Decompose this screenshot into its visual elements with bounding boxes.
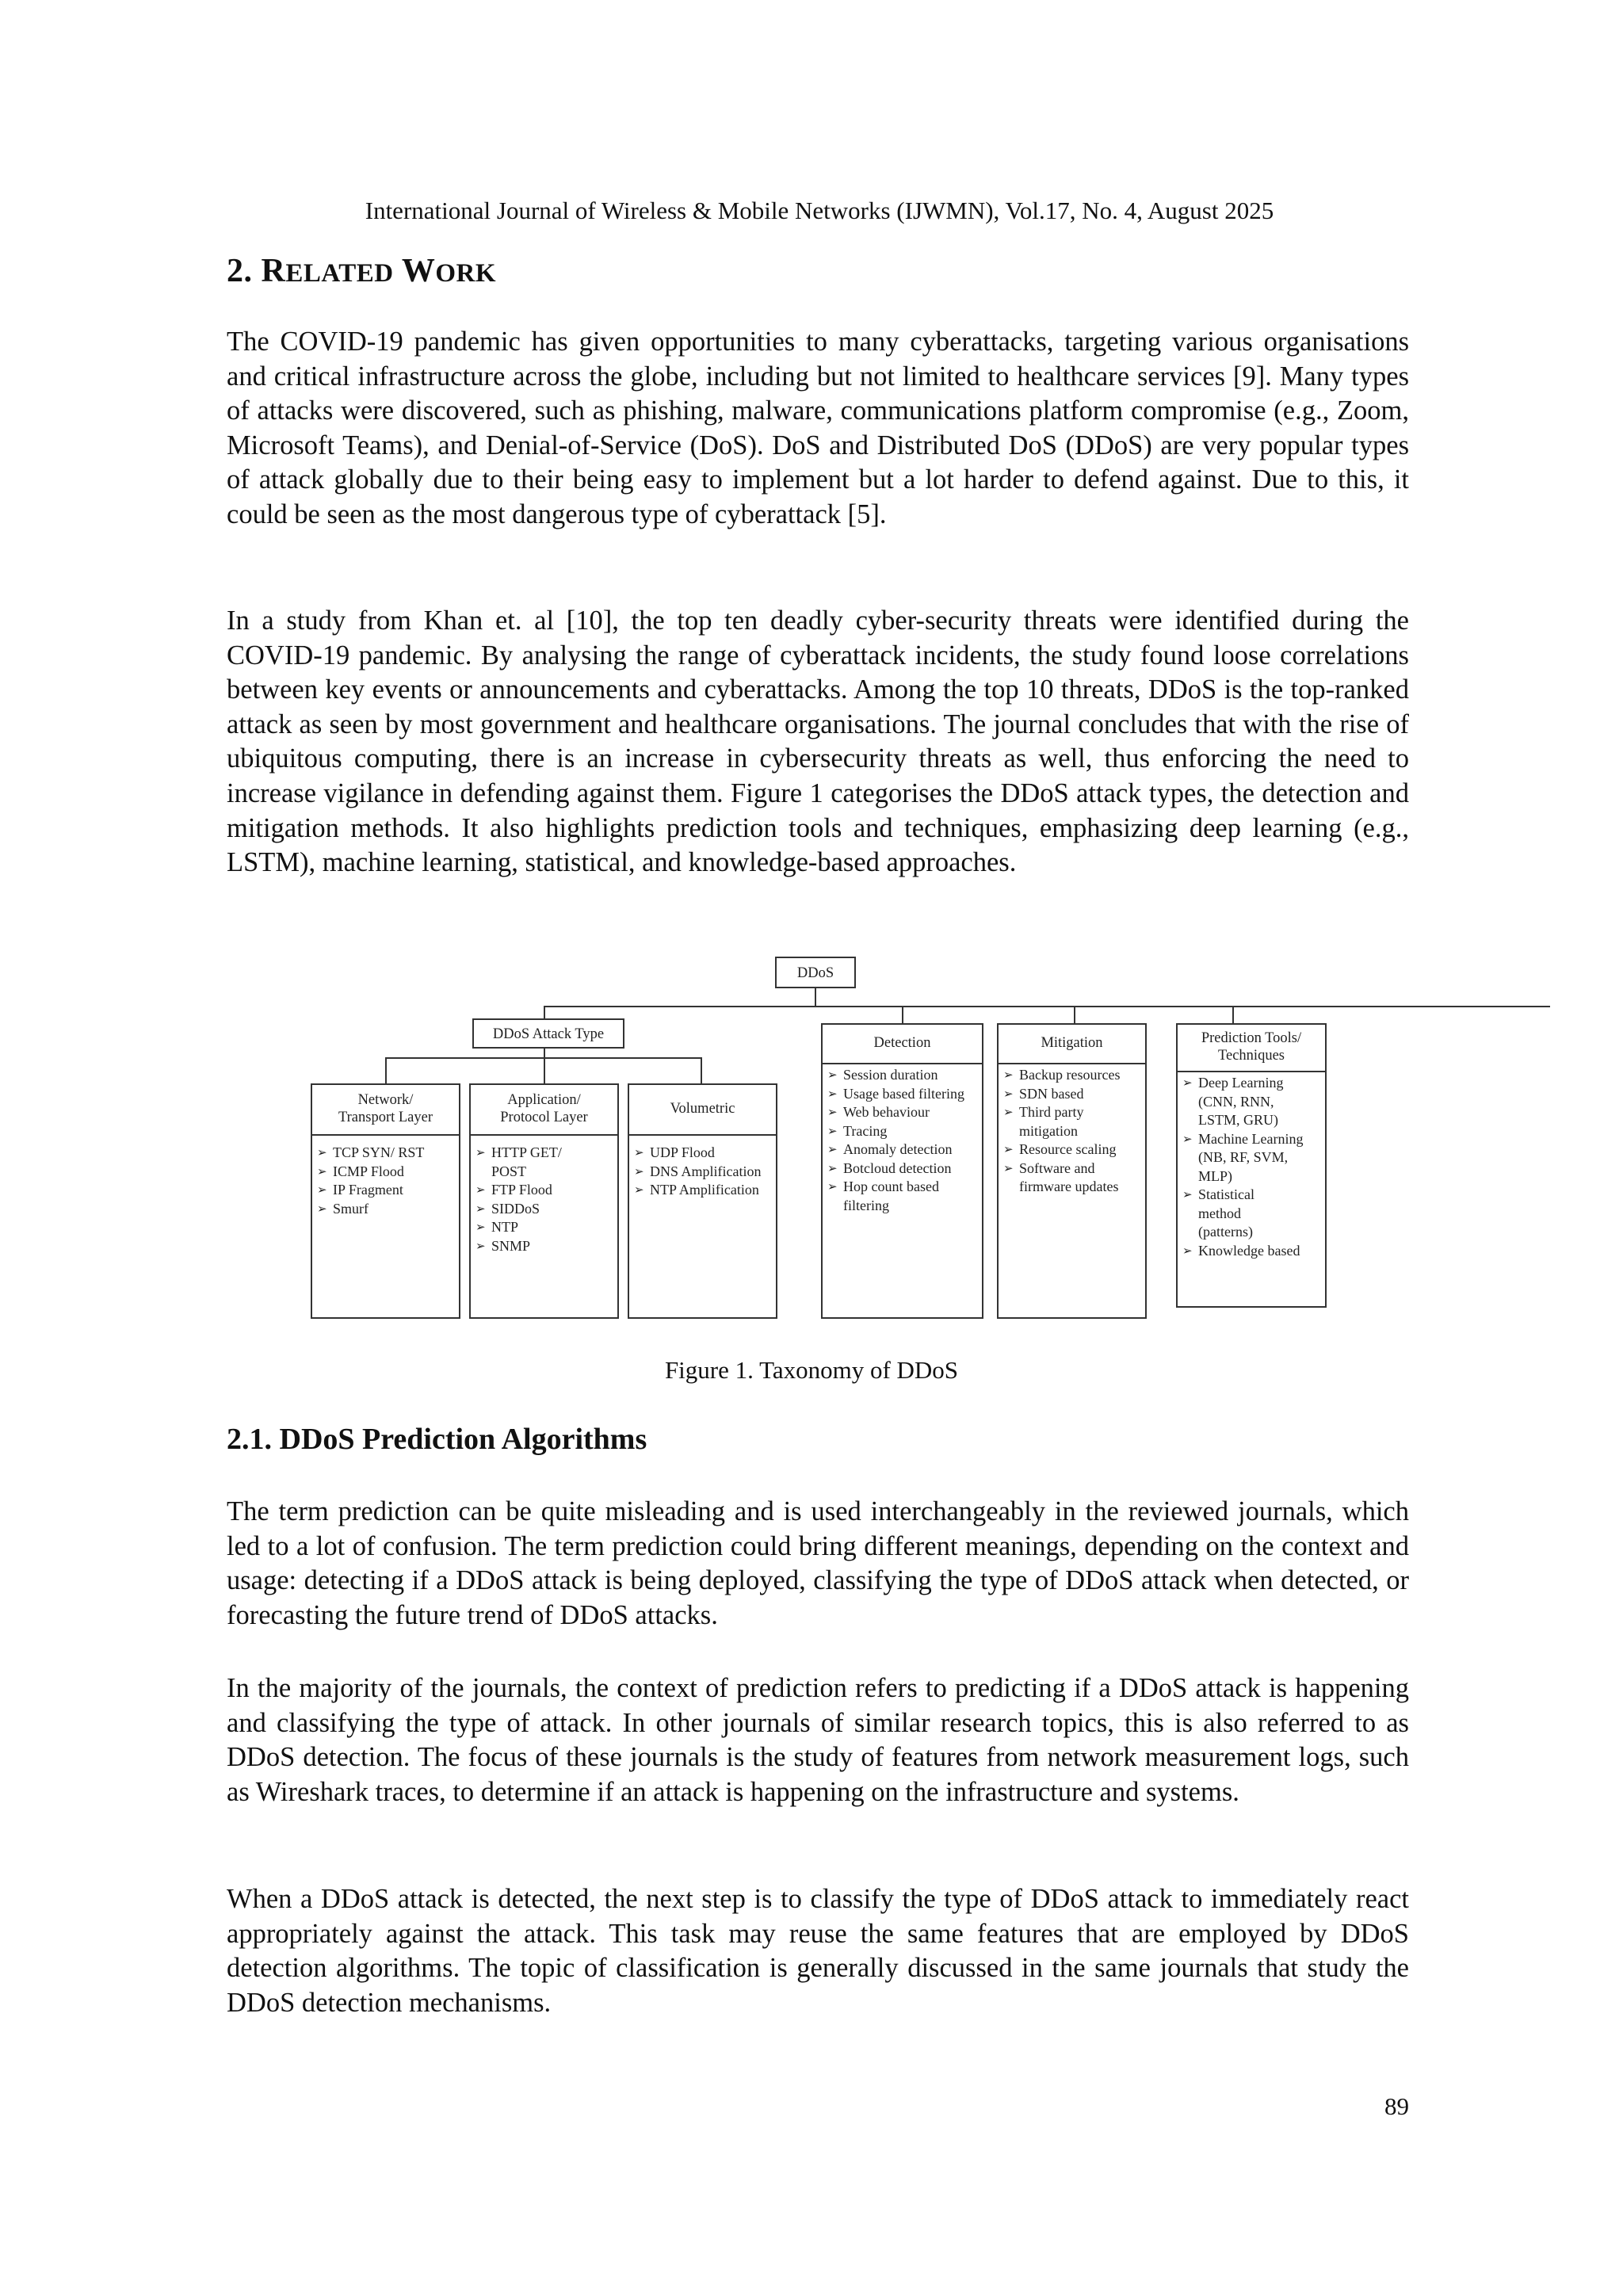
detection-title: Detection <box>873 1035 931 1051</box>
volumetric-list <box>629 1136 776 1200</box>
prediction-title-line1: Prediction Tools/ <box>1201 1030 1302 1046</box>
list-item: ➢ SDN based <box>999 1085 1128 1104</box>
application-title-line2: Protocol Layer <box>500 1110 588 1125</box>
list-item: ➢ Smurf <box>312 1200 459 1219</box>
list-item: ➢ TCP SYN/ RST <box>312 1144 459 1163</box>
ddos-root-label: DDoS <box>796 965 834 981</box>
paragraph-majority: In the majority of the journals, the context of prediction refers to predicting if a DDoS attack is happening and classifying the type of attack. In other journals of similar research topics, this is also referred to as DDoS detection. The focus of these journals is the study of features from network measurement logs, such as Wireshark traces, to determine if an attack is happening on the infrastructure and systems. <box>227 1673 1409 1807</box>
list-item: ➢ ICMP Flood <box>312 1163 459 1182</box>
list-item: ➢ SIDDoS <box>471 1200 617 1219</box>
list-item: ➢ Backup resources <box>999 1066 1128 1085</box>
list-item: ➢ Statistical method (patterns) <box>1178 1186 1316 1242</box>
connector-top-bus <box>544 1006 1550 1007</box>
mitigation-list <box>999 1064 1145 1197</box>
section-word1-rest: ELATED <box>285 259 394 288</box>
ddos-root-node <box>775 957 856 988</box>
attack-type-node <box>472 1018 624 1049</box>
connector-to-attack-type <box>544 1006 545 1018</box>
application-protocol-node <box>469 1083 619 1319</box>
section-heading <box>227 252 496 290</box>
attack-type-label: DDoS Attack Type <box>492 1026 605 1042</box>
volumetric-title: Volumetric <box>670 1101 735 1117</box>
mitigation-title: Mitigation <box>1041 1035 1103 1051</box>
connector-to-mitigation <box>1074 1006 1075 1023</box>
section-word2-rest: ORK <box>435 259 497 288</box>
list-item: ➢ FTP Flood <box>471 1181 617 1200</box>
prediction-tools-header <box>1178 1025 1325 1072</box>
connector-to-application <box>544 1057 545 1083</box>
list-item: ➢ Resource scaling <box>999 1140 1128 1159</box>
journal-header: International Journal of Wireless & Mobile Networks (IJWMN), Vol.17, No. 4, August 2025 <box>365 197 1274 224</box>
detection-header <box>823 1025 982 1064</box>
list-item: ➢ Third party mitigation <box>999 1103 1128 1140</box>
paragraph-classify: When a DDoS attack is detected, the next step is to classify the type of DDoS attack to immediately react appropriately against the attack. This task may reuse the same features that are employed by DDoS detection algorithms. The topic of classification is generally discussed in the same journals that study the DDoS detection mechanisms. <box>227 1884 1409 2018</box>
paragraph-covid: The COVID-19 pandemic has given opportunities to many cyberattacks, targeting various organisations and critical infrastructure across the globe, including but not limited to healthcare services [9]. Many types of attacks were discovered, such as phishing, malware, communications platform compromise (e.g., Zoom, Microsoft Teams), and Denial-of-Service (DoS). DoS and Distributed DoS (DDoS) are very popular types of attack globally due to their being easy to implement but a lot harder to defend against. Due to this, it could be seen as the most dangerous type of cyberattack [5]. <box>227 327 1409 529</box>
connector-attack-bus <box>385 1057 702 1059</box>
list-item: ➢ IP Fragment <box>312 1181 459 1200</box>
list-item: ➢ UDP Flood <box>629 1144 776 1163</box>
network-title-line2: Transport Layer <box>338 1110 433 1125</box>
prediction-tools-node <box>1176 1023 1327 1308</box>
list-item: ➢ Botcloud detection <box>823 1159 968 1179</box>
list-item: ➢ NTP Amplification <box>629 1181 776 1200</box>
prediction-list <box>1178 1072 1325 1260</box>
list-item: ➢ Machine Learning (NB, RF, SVM, MLP) <box>1178 1130 1316 1186</box>
network-transport-node <box>311 1083 460 1319</box>
detection-list <box>823 1064 982 1215</box>
list-item: ➢ Software and firmware updates <box>999 1159 1128 1197</box>
list-item: ➢ Web behaviour <box>823 1103 968 1122</box>
application-title-line1: Application/ <box>507 1092 581 1108</box>
connector-attack-type-down <box>544 1048 545 1058</box>
list-item: ➢ Anomaly detection <box>823 1140 968 1159</box>
list-item: ➢ Usage based filtering <box>823 1085 968 1104</box>
paragraph-khan: In a study from Khan et. al [10], the top ten deadly cyber-security threats were identified during the COVID-19 pandemic. By analysing the range of cyberattack incidents, the study found loose correlations between key events or announcements and cyberattacks. Among the top 10 threats, DDoS is the top-ranked attack as seen by most government and healthcare organisations. The journal concludes that with the rise of ubiquitous computing, there is an increase in cybersecurity threats as well, thus enforcing the need to increase vigilance in defending against them. Figure 1 categorises the DDoS attack types, the detection and mitigation methods. It also highlights prediction tools and techniques, emphasizing deep learning (e.g., LSTM), machine learning, statistical, and knowledge-based approaches. <box>227 606 1409 878</box>
list-item: ➢ Hop count based filtering <box>823 1178 968 1215</box>
subsection-heading: 2.1. DDoS Prediction Algorithms <box>227 1423 647 1456</box>
section-word1-initial: R <box>261 253 286 289</box>
volumetric-header <box>629 1085 776 1136</box>
list-item: ➢ NTP <box>471 1218 617 1237</box>
list-item: ➢ Session duration <box>823 1066 968 1085</box>
paragraph-prediction-term: The term prediction can be quite misleading and is used interchangeably in the reviewed journals, which led to a lot of confusion. The term prediction could bring different meanings, depending on the context and usage: detecting if a DDoS attack is being deployed, classifying the type of DDoS attack when detected, or forecasting the future trend of DDoS attacks. <box>227 1496 1409 1630</box>
figure-caption: Figure 1. Taxonomy of DDoS <box>664 1356 959 1384</box>
list-item: ➢ Knowledge based <box>1178 1242 1316 1261</box>
detection-node <box>821 1023 983 1319</box>
prediction-title-line2: Techniques <box>1218 1048 1285 1064</box>
connector-to-detection <box>902 1006 903 1023</box>
connector-to-prediction <box>1232 1006 1234 1023</box>
list-item: ➢ DNS Amplification <box>629 1163 776 1182</box>
connector-to-network <box>385 1057 387 1083</box>
mitigation-node <box>997 1023 1147 1319</box>
list-item: ➢ Deep Learning (CNN, RNN, LSTM, GRU) <box>1178 1074 1316 1130</box>
list-item: ➢ Tracing <box>823 1122 968 1141</box>
network-transport-header <box>312 1085 459 1136</box>
application-protocol-header <box>471 1085 617 1136</box>
list-item: ➢ SNMP <box>471 1237 617 1256</box>
connector-root-down <box>815 987 816 1007</box>
page-number: 89 <box>1384 2092 1409 2120</box>
list-item: ➢ HTTP GET/ POST <box>471 1144 617 1181</box>
network-list <box>312 1136 459 1218</box>
section-word2-initial: W <box>401 253 436 289</box>
application-list <box>471 1136 617 1255</box>
mitigation-header <box>999 1025 1145 1064</box>
volumetric-node <box>628 1083 777 1319</box>
section-number: 2. <box>227 253 253 289</box>
network-title-line1: Network/ <box>357 1092 414 1108</box>
connector-to-volumetric <box>701 1057 702 1083</box>
